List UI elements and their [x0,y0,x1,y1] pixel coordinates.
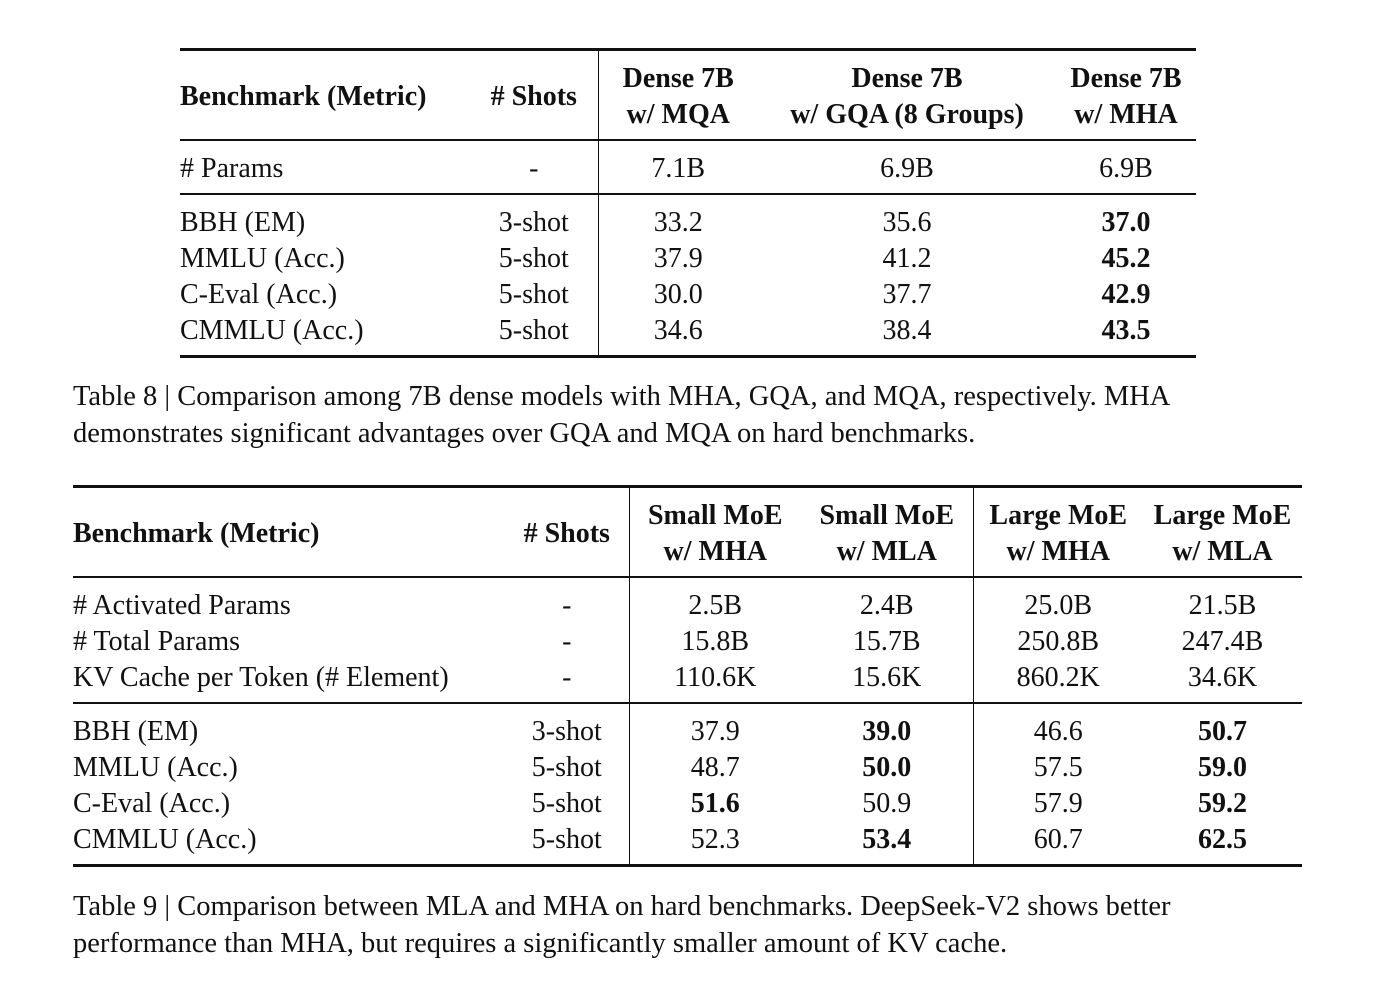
header-large-moe-mla [1143,487,1302,578]
header-small-moe-mla [801,487,973,578]
table-9-caption: Table 9 | Comparison between MLA and MHA on hard benchmarks. DeepSeek-V2 shows better performance than MHA, but requires a significantly smaller amount of KV cache. [73,891,1171,959]
header-line: Large MoE [1153,500,1292,531]
cell-value-best: 45.2 [1101,243,1151,274]
cell-value: 860.2K [973,660,1143,703]
cell-value: 2.5B [629,577,801,624]
table-row [73,624,1302,660]
header-shots: # Shots [523,518,610,549]
row-shots: 5-shot [531,752,602,783]
row-label: # Total Params [73,626,241,657]
cell-value: 15.6K [852,662,922,693]
cell-value: 52.3 [629,822,801,866]
row-label: KV Cache per Token (# Element) [73,662,449,693]
header-line: w/ MQA [626,99,730,130]
cell-value-best: 50.7 [1198,716,1247,747]
cell-value: 48.7 [629,750,801,786]
cell-value: 6.9B [1099,153,1153,184]
row-label: # Activated Params [73,590,291,621]
cell-value-best: 62.5 [1198,824,1247,855]
cell-value: 35.6 [882,207,932,238]
cell-value: 34.6K [1187,662,1258,693]
table-row [180,241,1196,277]
header-line: Small MoE [819,500,955,531]
header-large-moe-mha [973,487,1143,578]
header-dense-mqa [598,50,758,141]
table-9-grid [73,485,1302,867]
header-small-moe-mha [629,487,801,578]
row-label: CMMLU (Acc.) [73,824,257,855]
cell-value-best: 42.9 [1101,279,1151,310]
table-8 [180,48,1196,358]
table-row [180,277,1196,313]
cell-value: 25.0B [973,577,1143,624]
cell-value: 46.6 [973,703,1143,750]
row-label: BBH (EM) [73,716,199,747]
row-label: C-Eval (Acc.) [73,788,231,819]
cell-value-best: 43.5 [1101,315,1151,346]
header-line: w/ MHA [1006,536,1110,567]
row-shots: - [562,626,572,657]
cell-value: 37.9 [598,241,758,277]
cell-value: 7.1B [598,140,758,194]
cell-value-best: 37.0 [1101,207,1151,238]
cell-value: 21.5B [1188,590,1257,621]
table-8-grid [180,48,1196,358]
header-line: Large MoE [989,500,1128,531]
header-line: w/ GQA (8 Groups) [790,99,1024,130]
row-label: # Params [180,153,284,184]
table-row [180,313,1196,357]
row-shots: 5-shot [498,315,569,346]
cell-value-best: 39.0 [862,716,912,747]
cell-value: 33.2 [598,194,758,241]
row-shots: 5-shot [498,279,569,310]
table-8-caption: Table 8 | Comparison among 7B dense models with MHA, GQA, and MQA, respectively. MHA demonstrates significant advantages over GQA and MQA on hard benchmarks. [73,381,1169,449]
header-line: Dense 7B [1070,63,1182,94]
cell-value-best: 53.4 [862,824,912,855]
cell-value: 37.7 [882,279,932,310]
header-line: w/ MHA [663,536,767,567]
header-line: Small MoE [647,500,783,531]
row-label: CMMLU (Acc.) [180,315,364,346]
header-line: w/ MLA [1172,536,1273,567]
row-label: MMLU (Acc.) [180,243,345,274]
cell-value-best: 59.2 [1198,788,1247,819]
table-row [180,194,1196,241]
cell-value: 247.4B [1181,626,1264,657]
cell-value: 57.5 [973,750,1143,786]
row-label: MMLU (Acc.) [73,752,238,783]
cell-value: 57.9 [973,786,1143,822]
table-row [73,786,1302,822]
row-shots: - [562,590,572,621]
table-row [73,577,1302,624]
header-shots: # Shots [490,81,577,112]
header-line: w/ MLA [836,536,937,567]
cell-value-best: 51.6 [629,786,801,822]
header-benchmark: Benchmark (Metric) [73,518,320,549]
row-label: BBH (EM) [180,207,306,238]
cell-value: 30.0 [598,277,758,313]
row-shots: 5-shot [531,788,602,819]
row-shots: 3-shot [531,716,602,747]
row-shots: 5-shot [531,824,602,855]
table-9 [73,485,1302,867]
header-dense-mha [1056,50,1196,141]
row-label: C-Eval (Acc.) [180,279,338,310]
cell-value: 37.9 [629,703,801,750]
cell-value: 50.9 [862,788,912,819]
table-8-header-row [180,50,1196,141]
table-row [73,660,1302,703]
table-9-header-row [73,487,1302,578]
cell-value: 6.9B [880,153,934,184]
row-shots: - [562,662,572,693]
table-row [73,822,1302,866]
header-benchmark: Benchmark (Metric) [180,81,427,112]
cell-value: 38.4 [882,315,932,346]
table-row [73,750,1302,786]
cell-value: 34.6 [598,313,758,357]
header-line: Dense 7B [851,63,963,94]
row-shots: 3-shot [498,207,569,238]
cell-value-best: 50.0 [862,752,912,783]
cell-value-best: 59.0 [1198,752,1247,783]
table-row [73,703,1302,750]
cell-value: 41.2 [882,243,932,274]
row-shots: - [529,153,539,184]
cell-value: 15.8B [629,624,801,660]
cell-value: 15.7B [852,626,921,657]
cell-value: 60.7 [973,822,1143,866]
cell-value: 250.8B [973,624,1143,660]
row-shots: 5-shot [498,243,569,274]
cell-value: 110.6K [629,660,801,703]
header-line: w/ MHA [1074,99,1178,130]
table-row [180,140,1196,194]
header-line: Dense 7B [622,63,734,94]
cell-value: 2.4B [859,590,914,621]
header-dense-gqa [758,50,1056,141]
